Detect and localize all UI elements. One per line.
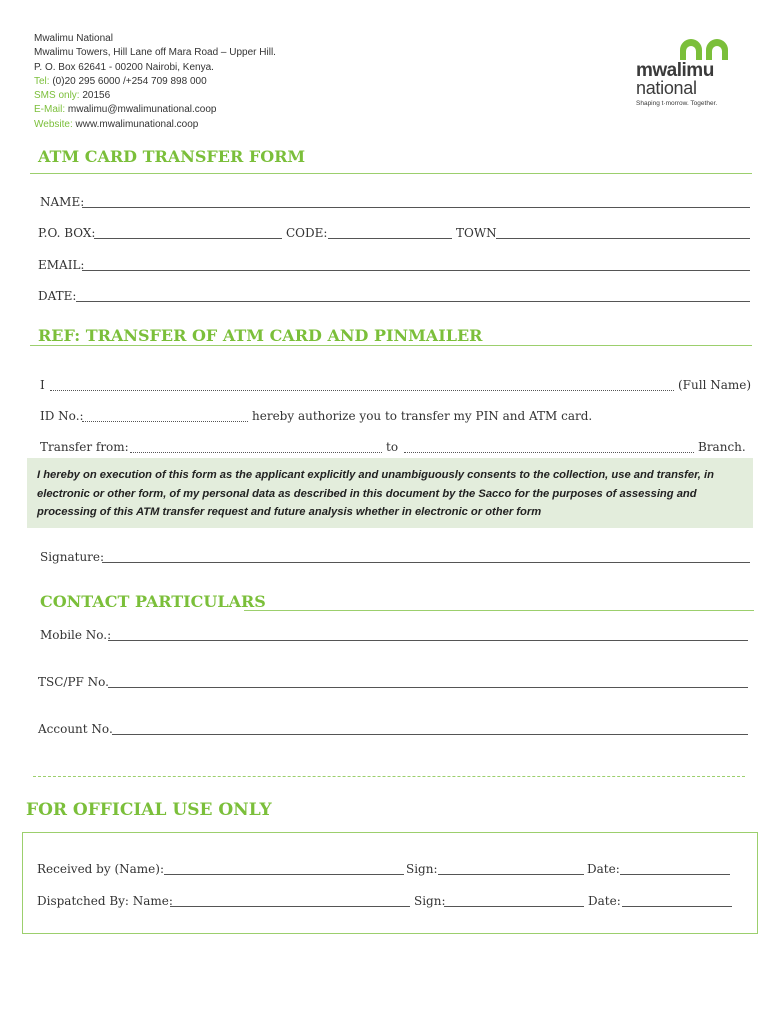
dispatched-label: Dispatched By: Name:: [37, 894, 173, 908]
id-field[interactable]: [82, 421, 248, 422]
logo-word-national: national: [636, 78, 697, 98]
name-field[interactable]: [82, 207, 750, 208]
section-divider: [33, 776, 745, 777]
sms-value: 20156: [82, 90, 111, 102]
official-title: FOR OFFICIAL USE ONLY: [26, 800, 272, 820]
code-field[interactable]: [328, 238, 452, 239]
received-field[interactable]: [164, 874, 404, 875]
email-value: mwalimu@mwalimunational.coop: [67, 104, 217, 116]
mobile-label: Mobile No.:: [40, 628, 112, 642]
tel-label: Tel:: [34, 75, 50, 87]
logo-word-mwalimu: mwalimu: [636, 60, 714, 81]
email-field[interactable]: [82, 270, 750, 271]
town-field[interactable]: [496, 238, 750, 239]
consent-text: I hereby on execution of this form as the applicant explicitly and unambiguously consents to the collection, use and transfer, in electronic or other form, of my personal data as described in this document by the Sacco for the purposes of assessing and processing of this ATM transfer request and future analysis whether in electronic or other form: [37, 469, 714, 518]
sms-label: SMS only:: [34, 90, 80, 102]
website-line: [34, 118, 276, 132]
to-label: to: [386, 440, 399, 454]
letterhead: [34, 32, 276, 132]
logo-arches-icon: [676, 34, 746, 62]
signature-field[interactable]: [102, 562, 750, 563]
transfer-to-field[interactable]: [404, 452, 694, 453]
official-box: [22, 832, 758, 934]
full-name-label: (Full Name): [678, 378, 752, 392]
branch-label: Branch.: [698, 440, 746, 454]
form-title: ATM CARD TRANSFER FORM: [38, 147, 306, 166]
consent-box: [27, 458, 753, 528]
received-sign-label: Sign:: [406, 862, 438, 876]
full-name-field[interactable]: [50, 390, 674, 391]
transfer-from-field[interactable]: [130, 452, 382, 453]
dispatched-sign-field[interactable]: [444, 906, 584, 907]
town-label: TOWN: [456, 226, 497, 240]
id-label: ID No.:: [40, 409, 84, 423]
email-label: EMAIL:: [38, 258, 85, 272]
ref-rule: [30, 345, 752, 346]
website-value: www.mwalimunational.coop: [75, 118, 199, 130]
code-label: CODE:: [286, 226, 328, 240]
tsc-field[interactable]: [108, 687, 748, 688]
website-label: Website:: [34, 118, 73, 130]
name-label: NAME:: [40, 195, 85, 209]
email-label: E-Mail:: [34, 104, 66, 116]
date-field[interactable]: [76, 301, 750, 302]
authorize-text: hereby authorize you to transfer my PIN and ATM card.: [252, 409, 593, 423]
signature-label: Signature:: [40, 550, 105, 564]
mobile-field[interactable]: [108, 640, 748, 641]
contact-title: CONTACT PARTICULARS: [40, 592, 266, 611]
account-field[interactable]: [112, 734, 748, 735]
ref-title: REF: TRANSFER OF ATM CARD AND PINMAILER: [38, 326, 483, 345]
received-label: Received by (Name):: [37, 862, 164, 876]
address-line-2: P. O. Box 62641 - 00200 Nairobi, Kenya.: [34, 61, 214, 73]
tel-value: (0)20 295 6000 /+254 709 898 000: [52, 75, 207, 87]
received-date-field[interactable]: [620, 874, 730, 875]
title-rule: [30, 173, 752, 174]
contact-rule: [244, 610, 754, 611]
org-name: Mwalimu National: [34, 33, 113, 44]
dispatched-field[interactable]: [170, 906, 410, 907]
received-sign-field[interactable]: [438, 874, 584, 875]
email-line: [34, 103, 276, 117]
i-label: I: [40, 378, 45, 392]
dispatched-date-label: Date:: [588, 894, 621, 908]
date-label: DATE:: [38, 289, 77, 303]
sms-line: [34, 89, 276, 103]
received-date-label: Date:: [587, 862, 620, 876]
logo-tagline: Shaping t·morrow. Together.: [636, 100, 718, 107]
address-line-1: Mwalimu Towers, Hill Lane off Mara Road – Upper Hill.: [34, 47, 276, 59]
mwalimu-logo: [634, 34, 744, 114]
dispatched-date-field[interactable]: [622, 906, 732, 907]
tel-line: [34, 75, 276, 89]
dispatched-sign-label: Sign:: [414, 894, 446, 908]
tsc-label: TSC/PF No.: [38, 675, 109, 689]
transfer-from-label: Transfer from:: [40, 440, 129, 454]
pobox-field[interactable]: [94, 238, 282, 239]
account-label: Account No.: [38, 722, 113, 736]
pobox-label: P.O. BOX:: [38, 226, 96, 240]
